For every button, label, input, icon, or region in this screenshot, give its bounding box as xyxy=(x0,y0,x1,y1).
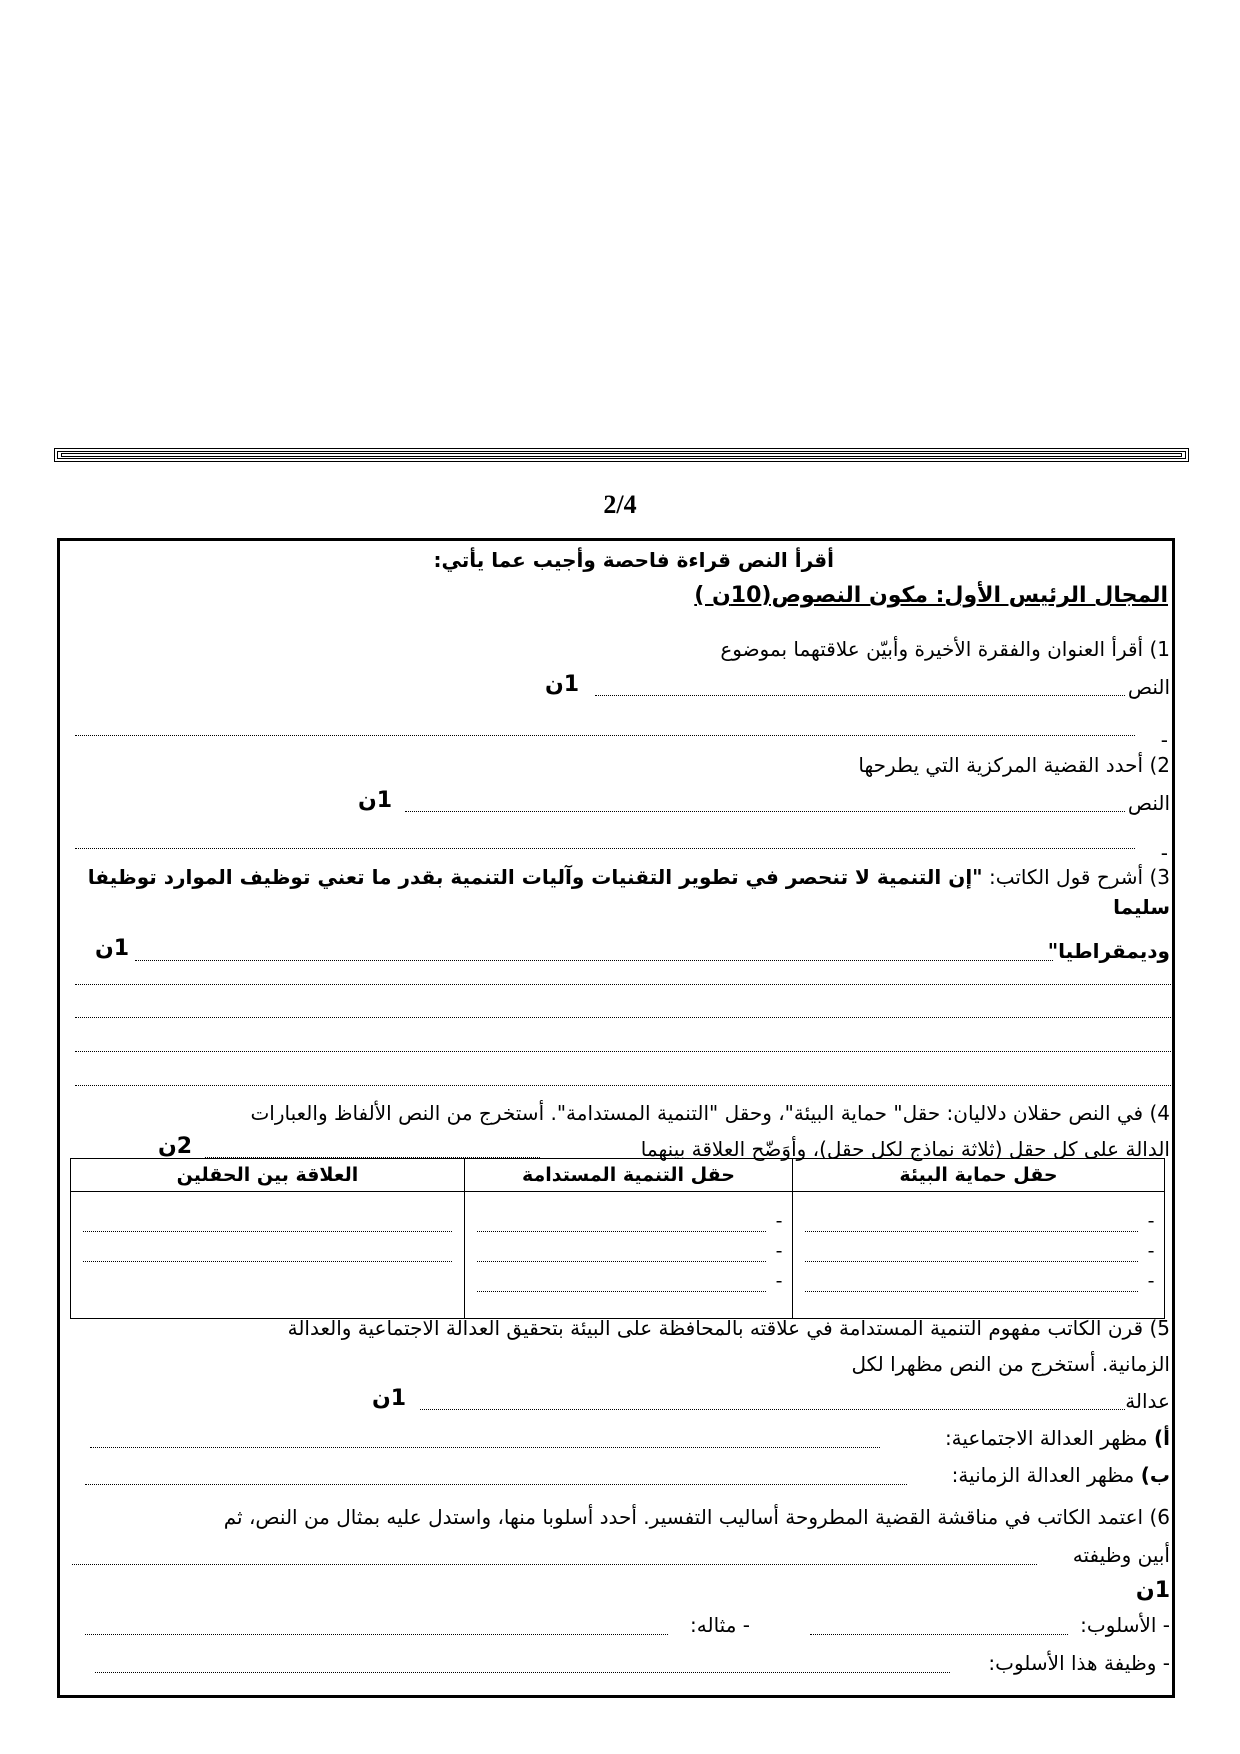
q3-quote: "إن التنمية لا تنحصر في تطوير التقنيات وآليات التنمية بقدر ما تعني توظيف الموارد توظيفا xyxy=(87,865,983,889)
q1-answer-line[interactable] xyxy=(595,695,1125,696)
q5-a-answer-line[interactable] xyxy=(90,1447,880,1448)
environment-field-cell[interactable] xyxy=(793,1192,1165,1319)
q5-b-text: مظهر العدالة الزمانية: xyxy=(951,1463,1141,1487)
q6-function-label: - وظيفة هذا الأسلوب: xyxy=(988,1651,1170,1675)
q2-dash: - xyxy=(1160,841,1168,865)
q3-answer-line-2[interactable] xyxy=(75,984,1175,985)
table-header-row xyxy=(71,1159,1165,1192)
q3-quote-cont: سليما xyxy=(1113,895,1170,919)
q6-score: 1ن xyxy=(1135,1578,1170,1603)
q6-example-answer[interactable] xyxy=(85,1634,668,1635)
list-dash: - xyxy=(1147,1270,1155,1292)
q3-answer-line[interactable] xyxy=(135,960,1053,961)
q3-quote-end: وديمقراطيا" xyxy=(1047,939,1170,963)
q6-function-answer[interactable] xyxy=(95,1672,950,1673)
q2-answer-line-2[interactable] xyxy=(75,848,1135,849)
q2-text: 2) أحدد القضية المركزية التي يطرحها xyxy=(858,753,1170,777)
q3-answer-line-4[interactable] xyxy=(75,1051,1175,1052)
page-number: 2/4 xyxy=(603,490,637,519)
q2-score: 1ن xyxy=(358,788,393,813)
table-row xyxy=(71,1192,1165,1319)
q6-example-label: - مثاله: xyxy=(690,1613,750,1637)
list-dash: - xyxy=(775,1210,783,1232)
instruction: أقرأ النص قراءة فاحصة وأجيب عما يأتي: xyxy=(433,548,834,572)
list-dash: - xyxy=(1147,1210,1155,1232)
q5-b-answer-line[interactable] xyxy=(85,1484,907,1485)
q5-text: 5) قرن الكاتب مفهوم التنمية المستدامة في علاقته بالمحافظة على البيئة بتحقيق العدالة الاجتماعية والعدالة xyxy=(287,1316,1170,1340)
header-sustainable-field: حقل التنمية المستدامة xyxy=(464,1159,792,1192)
q5-score: 1ن xyxy=(372,1386,407,1411)
relation-cell[interactable] xyxy=(71,1192,465,1319)
list-dash: - xyxy=(1147,1240,1155,1262)
q3-text xyxy=(88,864,1170,890)
sustainable-field-cell[interactable] xyxy=(464,1192,792,1319)
header-separator-band xyxy=(54,448,1189,462)
q5-text-2: الزمانية. أستخرج من النص مظهرا لكل xyxy=(851,1352,1170,1376)
q5-a-label: أ) xyxy=(1154,1426,1170,1450)
q5-a-text: مظهر العدالة الاجتماعية: xyxy=(944,1426,1154,1450)
semantic-fields-table xyxy=(70,1158,1165,1319)
q6-text: 6) اعتمد الكاتب في مناقشة القضية المطروحة أساليب التفسير. أحدد أسلوبا منها، واستدل عليه بمثال من النص، ثم xyxy=(223,1505,1170,1529)
q6-text-2: أبين وظيفته xyxy=(1072,1543,1170,1567)
q4-text-2: الدالة على كل حقل (ثلاثة نماذج لكل حقل)، وأوَضّح العلاقة بينهما xyxy=(640,1137,1170,1161)
q5-a xyxy=(945,1425,1170,1451)
q4-text: 4) في النص حقلان دلاليان: حقل" حماية البيئة"، وحقل "التنمية المستدامة". أستخرج من النص الألفاظ والعبارات xyxy=(250,1101,1170,1125)
q1-answer-line-2[interactable] xyxy=(75,735,1135,736)
list-dash: - xyxy=(775,1270,783,1292)
q2-answer-line[interactable] xyxy=(405,811,1125,812)
q1-text: 1) أقرأ العنوان والفقرة الأخيرة وأبيّن علاقتهما بموضوع xyxy=(720,637,1170,661)
q3-prefix: 3) أشرح قول الكاتب: xyxy=(982,865,1170,889)
header-relation: العلاقة بين الحقلين xyxy=(71,1159,465,1192)
q3-score: 1ن xyxy=(95,936,130,961)
q3-answer-line-5[interactable] xyxy=(75,1085,1175,1086)
q3-answer-line-3[interactable] xyxy=(75,1017,1175,1018)
q5-b xyxy=(952,1462,1170,1488)
q6-style-answer[interactable] xyxy=(810,1634,1068,1635)
q5-text-3: عدالة xyxy=(1125,1389,1170,1413)
section-title: المجال الرئيس الأول: مكون النصوص(10ن ) xyxy=(694,583,1168,608)
q5-b-label: ب) xyxy=(1140,1463,1170,1487)
q4-score: 2ن xyxy=(158,1134,193,1159)
header-environment-field: حقل حماية البيئة xyxy=(793,1159,1165,1192)
q2-text-end: النص xyxy=(1127,791,1170,815)
q6-answer-line[interactable] xyxy=(72,1564,1037,1565)
q5-answer-line[interactable] xyxy=(420,1409,1125,1410)
list-dash: - xyxy=(775,1240,783,1262)
q6-style-label: - الأسلوب: xyxy=(1080,1613,1170,1637)
q1-score: 1ن xyxy=(545,672,580,697)
q1-text-end: النص xyxy=(1127,675,1170,699)
q1-dash: - xyxy=(1160,728,1168,752)
